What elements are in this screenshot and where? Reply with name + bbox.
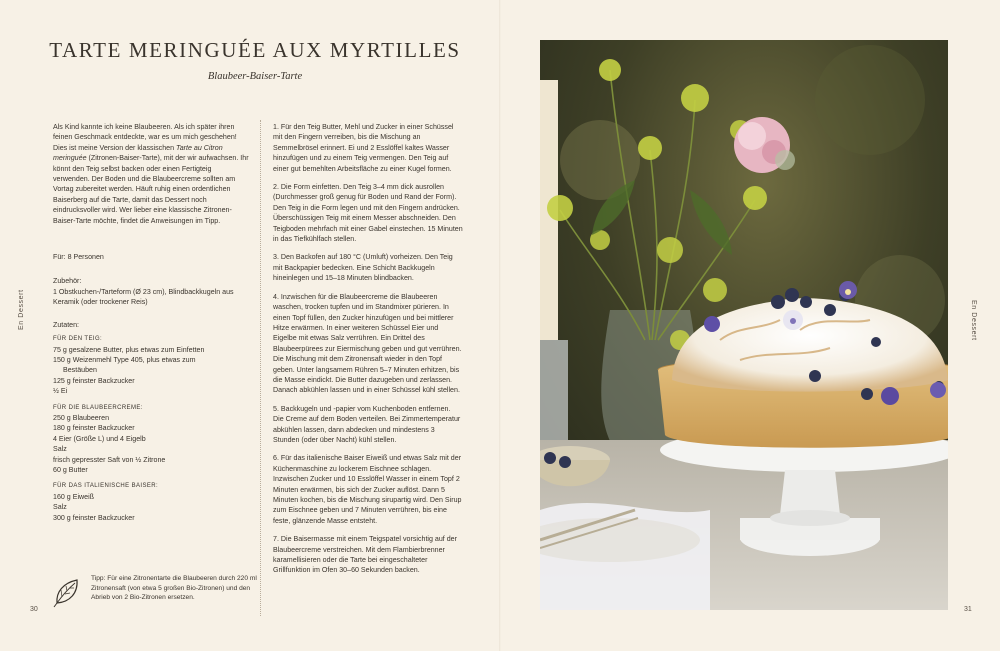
ingredient-item: 160 g Eiweiß	[53, 492, 95, 501]
intro-part-1: Als Kind kannte ich keine Blaubeeren. Als ich später ihren feinen Geschmack entdeckte, war es um mich geschehen! Dies ist meine Version der klassischen	[53, 123, 237, 152]
page-number-right: 31	[964, 606, 972, 613]
page-number-left: 30	[30, 606, 38, 613]
intro-part-2: (Zitronen-Baiser-Tarte), mit der wir aufwachsen. Ihr könnt den Teig selbst backen oder einen Fertigteig verwenden. Der Boden und die Blaubeercreme sollten am Vortag zubereitet werden. Häuft ruhig einen ordentlichen Baiserberg auf die Tarte, damit das Dessert noch eindrucksvoller wird. Wer lieber eine klassische Zitronen-Baiser-Tarte möchte, findet die Anweisungen im Tipp.	[53, 154, 249, 225]
section-label-left: En Dessert	[18, 289, 25, 330]
intro-emphasis: Tarte au Citron meringuée	[53, 143, 223, 163]
ingredient-item: 180 g feinster Backzucker	[53, 424, 135, 433]
method-step: 7. Die Baisermasse mit einem Teigspatel vorsichtig auf der Blaubeercreme verstreichen. Mit dem Flambierbrenner karamellisieren oder die Tarte bei eingeschalteter Grillfunktion im Ofen 30–60 Sekunden backen.	[273, 535, 457, 575]
method-step: 3. Den Backofen auf 180 °C (Umluft) vorheizen. Den Teig mit Backpapier bedecken. Eine Schicht Backkugeln hineinlegen und 15–18 Minuten blindbacken.	[273, 253, 453, 283]
section-heading-cream: FÜR DIE BLAUBEERCREME:	[53, 404, 143, 411]
ingredient-item: 125 g feinster Backzucker	[53, 376, 135, 385]
ingredient-item: Salz	[53, 445, 67, 454]
ingredients-label: Zutaten:	[53, 320, 80, 329]
ingredient-item: 75 g gesalzene Butter, plus etwas zum Einfetten	[53, 345, 205, 354]
equipment-text: 1 Obstkuchen-/Tarteform (Ø 23 cm), Blindbackkugeln aus Keramik (oder trockener Reis)	[53, 287, 234, 307]
intro-text	[53, 122, 249, 226]
section-heading-meringue: FÜR DAS ITALIENISCHE BAISER:	[53, 483, 159, 490]
equipment-label: Zubehör:	[53, 277, 82, 286]
ingredient-item: 60 g Butter	[53, 465, 88, 474]
servings: Für: 8 Personen	[53, 253, 104, 262]
section-label-right: En Dessert	[970, 300, 977, 341]
method-step: 2. Die Form einfetten. Den Teig 3–4 mm dick ausrollen (Durchmesser groß genug für Boden und Rand der Form). Den Teig in die Form legen und mit den Fingern andrücken. Überschüssigen Teig mit einem Messer abschneiden. Den Teigboden mehrfach mit einer Gabel einstechen. 15 Minuten in das Tiefkühlfach stellen.	[273, 183, 463, 244]
book-gutter	[499, 0, 501, 651]
ingredient-item: 300 g feinster Backzucker	[53, 513, 135, 522]
recipe-subtitle: Blaubeer-Baiser-Tarte	[207, 71, 303, 82]
method-step: 5. Backkugeln und -papier vom Kuchenboden entfernen. Die Creme auf dem Boden verteilen. Bei Zimmertemperatur abkühlen lassen, dann abdecken und mindestens 3 Stunden (oder über Nacht) kühl stellen.	[273, 404, 461, 444]
ingredient-item: 4 Eier (Größe L) und 4 Eigelb	[53, 434, 146, 443]
ingredient-item: Bestäuben	[63, 366, 97, 375]
method-step: 4. Inzwischen für die Blaubeercreme die Blaubeeren waschen, trocken tupfen und im Standmixer pürieren. In einen Topf füllen, den Zucker hinzufügen und bei mittlerer Hitze erwärmen. In einer weiteren Schüssel Eier und Eigelbe mit etwas Salz verrühren. Ein Drittel des Blaubeerpürees zur Eiermischung geben und gut verrühren. Die Mischung mit dem Zitronensaft wieder in den Topf geben. Unter langsamem Rühren 5–7 Minuten erhitzen, bis die Masse eindickt. Die Butter dazugeben und zerlassen. Danach abkühlen lassen und in einer Schüssel kühl stellen.	[273, 292, 462, 395]
ingredient-item: frisch gepresster Saft von ½ Zitrone	[53, 455, 166, 464]
section-heading-dough: FÜR DEN TEIG:	[53, 336, 103, 343]
method-column	[273, 122, 463, 584]
method-step: 1. Für den Teig Butter, Mehl und Zucker in einer Schüssel mit den Fingern verreiben, bis die Mischung an Semmelbrösel erinnert. Ei und 2 Esslöffel kaltes Wasser hinzufügen und zu einem Teig vermengen. Den Teig auf einer gut bemehlten Arbeitsfläche zu einer Kugel formen.	[273, 123, 454, 173]
tart-photo	[540, 40, 948, 610]
ingredient-item: 150 g Weizenmehl Type 405, plus etwas zum	[53, 355, 196, 364]
ingredient-item: Salz	[53, 503, 67, 512]
ingredients-column	[53, 122, 249, 523]
recipe-title: TARTE MERINGUÉE AUX MYRTILLES	[49, 38, 461, 62]
ingredient-item: 250 g Blaubeeren	[53, 413, 110, 422]
column-divider	[260, 120, 261, 616]
leaf-icon	[52, 576, 82, 608]
method-step: 6. Für das italienische Baiser Eiweiß und etwas Salz mit der Küchenmaschine zu lockerem Eischnee schlagen. Inzwischen Zucker und 10 Esslöffel Wasser in einem Topf 2 Minuten erwärmen, bis sich der Zucker auflöst. Dann 5 Minuten kochen, bis die Mischung sirupartig wird. Den Sirup zum Eischnee geben und 7 Minuten verrühren, bis eine feste, glänzende Masse entsteht.	[273, 454, 462, 525]
tip-text: Tipp: Für eine Zitronentarte die Blaubeeren durch 220 ml Zitronensaft (von etwa 5 großen Bio-Zitronen) und den Abrieb von 2 Bio-Zitronen ersetzen.	[91, 575, 257, 602]
ingredient-item: ½ Ei	[53, 387, 68, 396]
